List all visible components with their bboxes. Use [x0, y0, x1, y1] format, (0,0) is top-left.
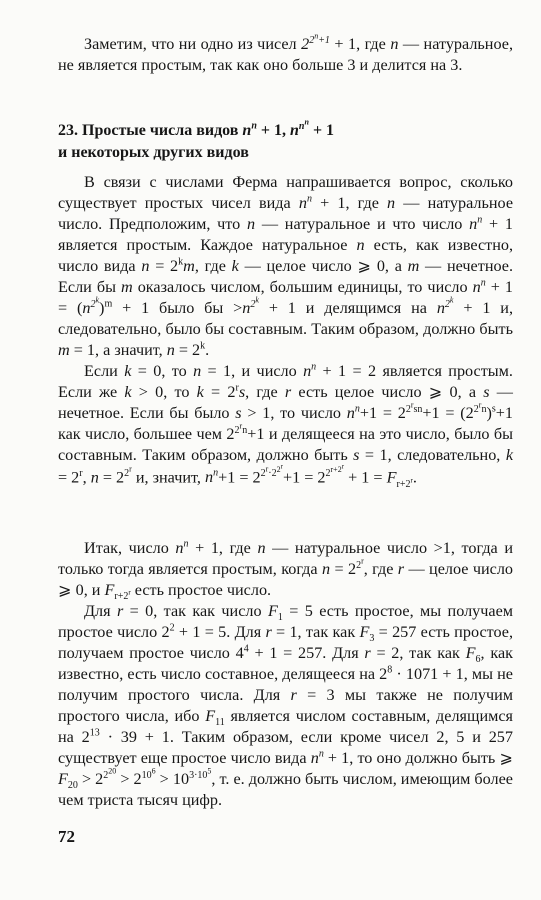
intro-paragraph: Заметим, что ни одно из чисел $2^{2^n+1} + 1$, где n — натуральное, не является простым, так как оно больше 3 и делится на 3.	[58, 31, 513, 74]
section-subtitle: и некоторых других видов	[58, 144, 249, 161]
body-paragraph-2: Если k = 0, то n = 1, и число $n^n + 1 = 2$ является простым. Если же k > 0, то $k = 2^rs$, где r есть целое число ⩾ 0, а s — нечетное. Если бы было s > 1, то число $n^n+1 = 2^{2^rsn}+1 = (2^{2^rn})^s+1$ как число, большее чем $2^{2^rn}+1$ и делящееся на это число, было бы составным. Таким образом, должно быть s = 1, следовательно, $k = 2^r$, $n = 2^{2^r}$ и, значит, $n^n+1 = 2^{2^r\cdot 2^{2^r}}+1 = 2^{2^{r+2^r}} + 1 = F_{r+2^r}$.	[58, 361, 513, 490]
section-title: 23. Простые числа видов $n^n + 1$, $n^{n^n} + 1$	[58, 117, 335, 139]
body-paragraph-4: Для r = 0, так как число $F_1 = 5$ есть простое, мы получаем простое число $2^2 + 1 = 5$. Для r = 1, так как $F_3 = 257$ есть простое, получаем простое число $4^4 + 1 = 257$. Для r = 2, так как $F_6$, как известно, есть число составное, делящееся на $2^8 \cdot 1071 + 1$, мы не получим простого числа. Для r = 3 мы также не получим простого числа, ибо $F_{11}$ является числом составным, делящимся на $2^{13} \cdot 39 + 1$. Таким образом, если кроме чисел 2, 5 и 257 существует еще простое число вида $n^n + 1$, то оно должно быть ⩾ $F_{20} > 2^{2^{20}} > 2^{10^6} > 10^{3\cdot 10^5}$, т. е. должно быть числом, имеющим более чем триста тысяч цифр.	[58, 602, 514, 809]
body-paragraph-1: В связи с числами Ферма напрашивается вопрос, сколько существует простых чисел вида $n^n + 1$, где n — натуральное число. Предположим, что n — натуральное и что число $n^n + 1$ является простым. Каждое натуральное n есть, как известно, число вида $n = 2^km$, где k — целое число ⩾ 0, а m — нечетное. Если бы m оказалось числом, большим единицы, то число $n^n + 1 = (n^{2^k})^m + 1$ было бы $>n^{2^k} + 1$ и делящимся на $n^{2^k} + 1$ и, следовательно, было бы составным. Таким образом, должно быть m = 1, а значит, $n = 2^k$.	[58, 173, 514, 359]
body-paragraph-3: Итак, число $n^n + 1$, где n — натуральное число >1, тогда и только тогда является простым, когда $n = 2^{2^r}$, где r — целое число ⩾ 0, и $F_{r+2^r}$ есть простое число.	[58, 538, 514, 603]
section-heading	[58, 117, 513, 164]
page-number: 72	[58, 827, 75, 846]
intro-block	[58, 31, 513, 76]
